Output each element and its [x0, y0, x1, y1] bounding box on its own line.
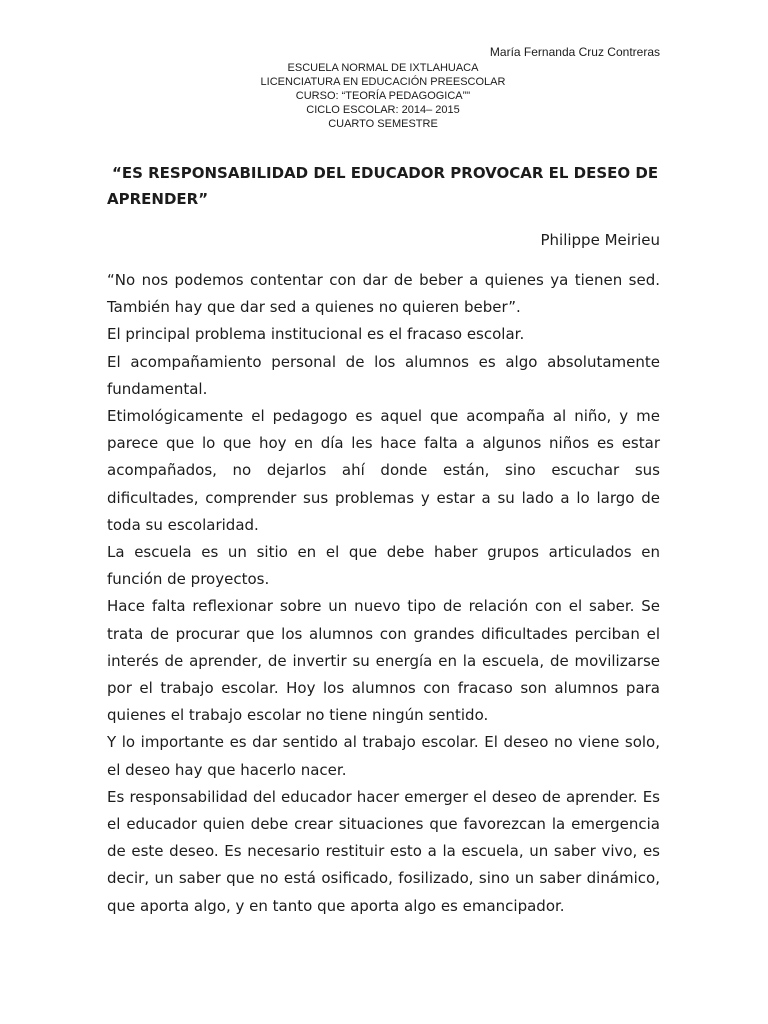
- paragraph: Es responsabilidad del educador hacer emerger el deseo de aprender. Es el educador quien debe crear situaciones que favorezcan la emergencia de este deseo. Es necesario restituir esto a la escuela, un saber vivo, es decir, un saber que no está osificado, fosilizado, sino un saber dinámico, que aporta algo, y en tanto que aporta algo es emancipador.: [107, 787, 660, 915]
- paragraph: Etimológicamente el pedagogo es aquel que acompaña al niño, y me parece que lo que hoy en día les hace falta a algunos niños es estar acompañados, no dejarlos ahí donde están, sino escuchar sus dificultades, comprender sus problemas y estar a su lado a lo largo de toda su escolaridad.: [107, 407, 660, 534]
- paragraph: La escuela es un sitio en el que debe haber grupos articulados en función de proyectos.: [107, 543, 660, 589]
- paragraph: Y lo importante es dar sentido al trabajo escolar. El deseo no viene solo, el deseo hay que hacerlo nacer.: [107, 733, 660, 779]
- body-text: [107, 267, 660, 920]
- paragraph: “No nos podemos contentar con dar de beber a quienes ya tienen sed. También hay que dar sed a quienes no quieren beber”.: [107, 271, 660, 317]
- header-course: CURSO: “TEORÍA PEDAGOGICA”": [295, 90, 471, 102]
- paragraph: El acompañamiento personal de los alumnos es algo absolutamente fundamental.: [107, 352, 660, 398]
- header-degree: LICENCIATURA EN EDUCACIÓN PREESCOLAR: [260, 76, 506, 88]
- header-school-year: CICLO ESCOLAR: 2014– 2015: [306, 104, 460, 116]
- header-semester: CUARTO SEMESTRE: [328, 118, 438, 130]
- quote-author: Philippe Meirieu: [540, 231, 660, 249]
- paragraph: Hace falta reflexionar sobre un nuevo tipo de relación con el saber. Se trata de procurar que los alumnos con grandes dificultades perciban el interés de aprender, de invertir su energía en la escuela, de movilizarse por el trabajo escolar. Hoy los alumnos con fracaso son alumnos para quienes el trabajo escolar no tiene ningún sentido.: [107, 597, 660, 725]
- header-school-name: ESCUELA NORMAL DE IXTLAHUACA: [287, 62, 479, 74]
- school-header: [0, 61, 766, 131]
- document-title: “ES RESPONSABILIDAD DEL EDUCADOR PROVOCAR EL DESEO DE APRENDER”: [107, 164, 659, 208]
- paragraph: El principal problema institucional es el fracaso escolar.: [107, 325, 525, 344]
- author-name: María Fernanda Cruz Contreras: [489, 45, 660, 59]
